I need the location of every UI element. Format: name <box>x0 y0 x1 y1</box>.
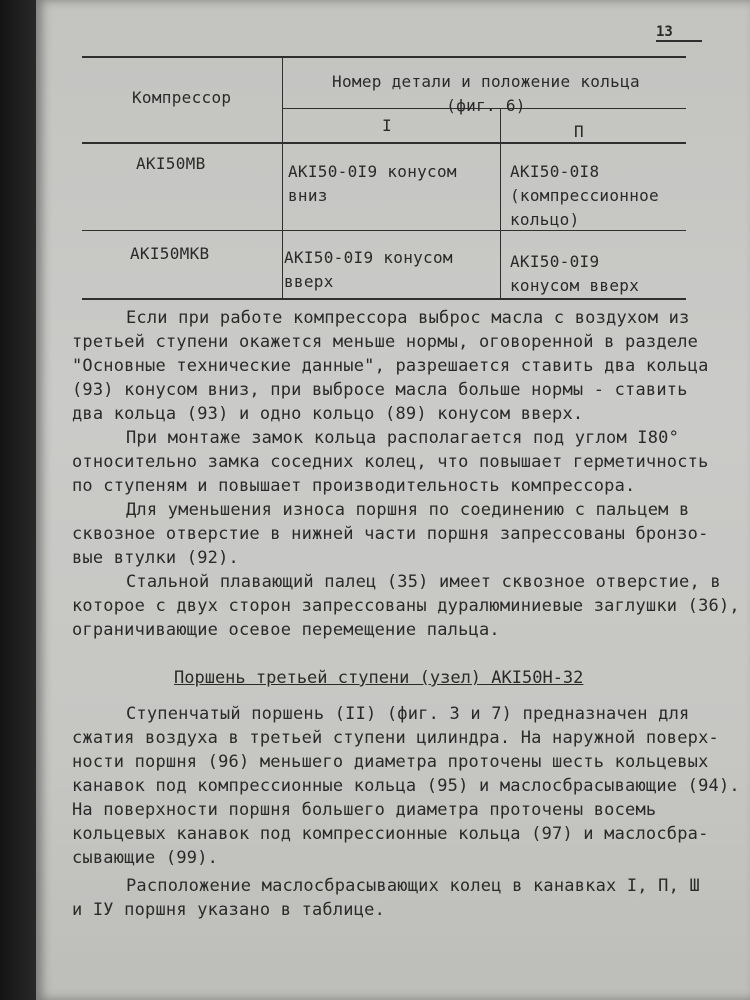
section-title: Поршень третьей ступени (узел) AKI50H-32 <box>174 668 584 688</box>
row-2-col-1: AKI50-0I9 конусом вверх <box>284 248 453 291</box>
header-col-1: I <box>382 116 392 135</box>
background-shadow <box>0 0 40 1000</box>
table-top-rule <box>82 56 686 58</box>
paragraph-ring-lock: При монтаже замок кольца располагается под углом I80° относительно замка соседних колец, что повышает герметичность по ступеням и повышает производительность компрессора. <box>72 428 709 496</box>
row-1-col-1: AKI50-0I9 конусом вниз <box>288 162 457 205</box>
header-compressor: Компрессор <box>132 88 232 107</box>
paragraph-ring-location: Расположение маслосбрасывающих колец в канавках I, П, Ш и IУ поршня указано в таблице. <box>72 876 700 920</box>
page-number-rule <box>656 40 702 42</box>
paragraph-bushings: Для уменьшения износа поршня по соединению с пальцем в сквозное отверстие в нижней части поршня запрессованы бронзо- вые втулки (92). <box>72 500 709 568</box>
document-page <box>36 0 750 1000</box>
header-part-number: Номер детали и положение кольца (фиг. 6) <box>332 72 640 115</box>
paragraph-stepped-piston: Ступенчатый поршень (II) (фиг. 3 и 7) предназначен для сжатия воздуха в третьей ступени цилиндра. На наружной поверх- ности поршня (96) меньшего диаметра проточены шесть кольцевых канавок под компрессионные кольца (95) и маслосбрасывающие (94). На поверхности поршня большего диаметра проточены восемь кольцевых канавок под компрессионные кольца (97) и маслосбра- сывающие (99). <box>72 704 740 868</box>
page-number: 13 <box>656 24 673 40</box>
paragraph-pin: Стальной плавающий палец (35) имеет сквозное отверстие, в которое с двух сторон запрессованы дуралюминиевые заглушки (36), ограничивающие осевое перемещение пальца. <box>72 572 740 640</box>
row-1-col-2: AKI50-0I8 (компрессионное кольцо) <box>510 162 659 229</box>
row-2-col-2: AKI50-0I9 конусом вверх <box>510 252 640 295</box>
row-1-compressor: AKI50MB <box>136 154 206 173</box>
table-bottom-rule <box>82 298 686 300</box>
table-col-divider-2 <box>500 108 501 298</box>
row-2-compressor: AKI50MKB <box>130 244 210 263</box>
paragraph-oil-ejection: Если при работе компрессора выброс масла с воздухом из третьей ступени окажется меньше нормы, оговоренной в разделе "Основные технические данные", разрешается ставить два кольца (93) конусом вниз, при выбросе масла больше нормы - ставить два кольца (93) и одно кольцо (89) конусом вверх. <box>72 308 709 424</box>
header-col-2: П <box>574 122 584 141</box>
table-header-rule <box>82 142 686 144</box>
table-col-divider-1 <box>282 56 283 298</box>
